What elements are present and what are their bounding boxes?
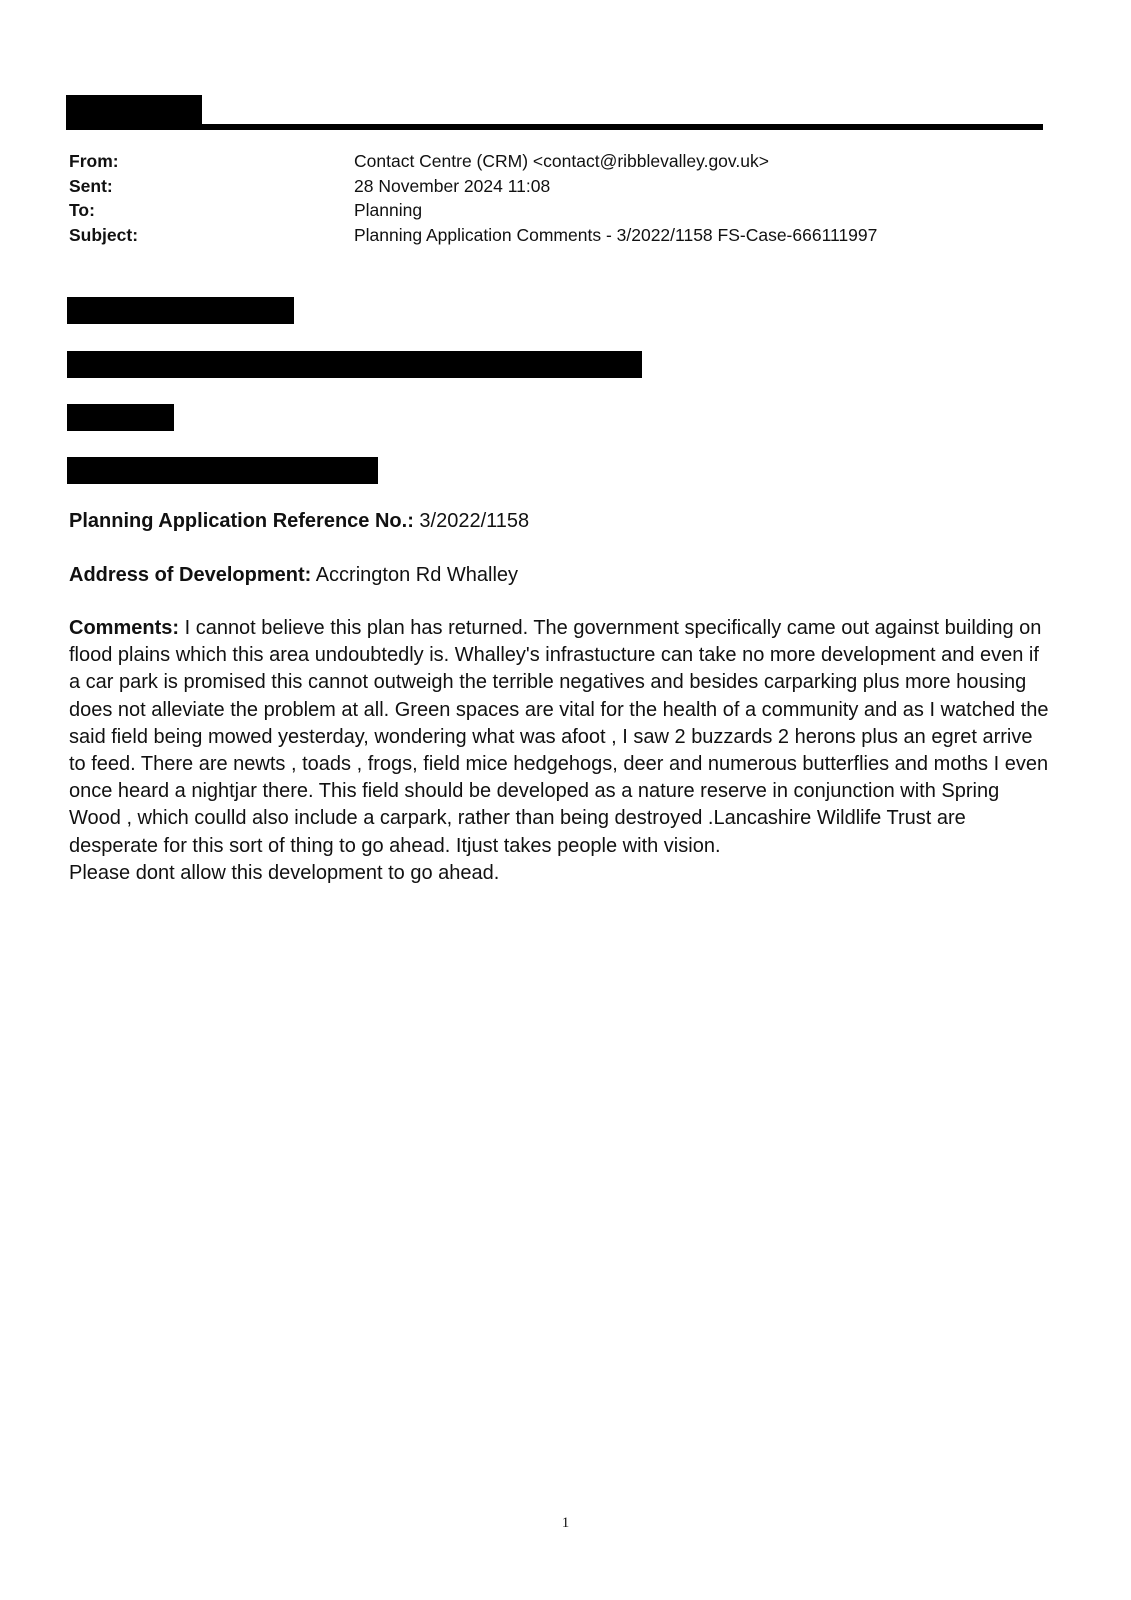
comments-body: I cannot believe this plan has returned. The government specifically came out against building on flood plains which this area undoubtedly is. Whalley's infrastucture can take no more development and even if a car park is promised this cannot outweigh the terrible negatives and besides carparking plus more housing does not alleviate the problem at all. Green spaces are vital for the health of a community and as I watched the said field being mowed yesterday, wondering what was afoot , I saw 2 buzzards 2 herons plus an egret arrive to feed. There are newts , toads , frogs, field mice hedgehogs, deer and numerous butterflies and moths I even once heard a nightjar there. This field should be developed as a nature reserve in conjunction with Spring Wood , which coulld also include a carpark, rather than being destroyed .Lancashire Wildlife Trust are desperate for this sort of thing to go ahead. Itjust takes people with vision.: [69, 617, 1049, 857]
comments-section: [69, 615, 1054, 887]
redaction-block-3: [67, 404, 174, 431]
development-address-label: Address of Development:: [69, 564, 312, 586]
from-row: [69, 149, 1049, 174]
to-label: To:: [69, 200, 95, 220]
development-address-value: Accrington Rd Whalley: [315, 564, 519, 586]
to-value: Planning: [354, 200, 423, 220]
redaction-block-2: [67, 351, 642, 378]
subject-value: Planning Application Comments - 3/2022/1158 FS-Case-666111997: [354, 224, 878, 245]
sent-label: Sent:: [69, 175, 113, 196]
planning-reference-value: 3/2022/1158: [419, 510, 530, 532]
comments-closing: Please dont allow this development to go ahead.: [69, 861, 500, 884]
redaction-sender-name: [66, 95, 202, 127]
planning-reference: [69, 508, 529, 535]
planning-reference-label: Planning Application Reference No.:: [69, 510, 414, 532]
redaction-block-4: [67, 457, 378, 484]
from-value: Contact Centre (CRM) <contact@ribblevalley.gov.uk>: [354, 151, 769, 171]
comments-paragraph: [69, 615, 1054, 860]
comments-label: Comments:: [69, 617, 180, 639]
from-label: From:: [69, 151, 119, 171]
sent-value: 28 November 2024 11:08: [354, 175, 551, 196]
page-number: 1: [561, 1515, 570, 1531]
redaction-block-1: [67, 297, 294, 324]
development-address: [69, 562, 518, 589]
email-header: [69, 149, 1049, 247]
subject-label: Subject:: [69, 224, 139, 245]
sent-row: [69, 174, 1049, 199]
subject-row: [69, 223, 1049, 248]
header-divider: [66, 124, 1043, 130]
to-row: [69, 198, 1049, 223]
